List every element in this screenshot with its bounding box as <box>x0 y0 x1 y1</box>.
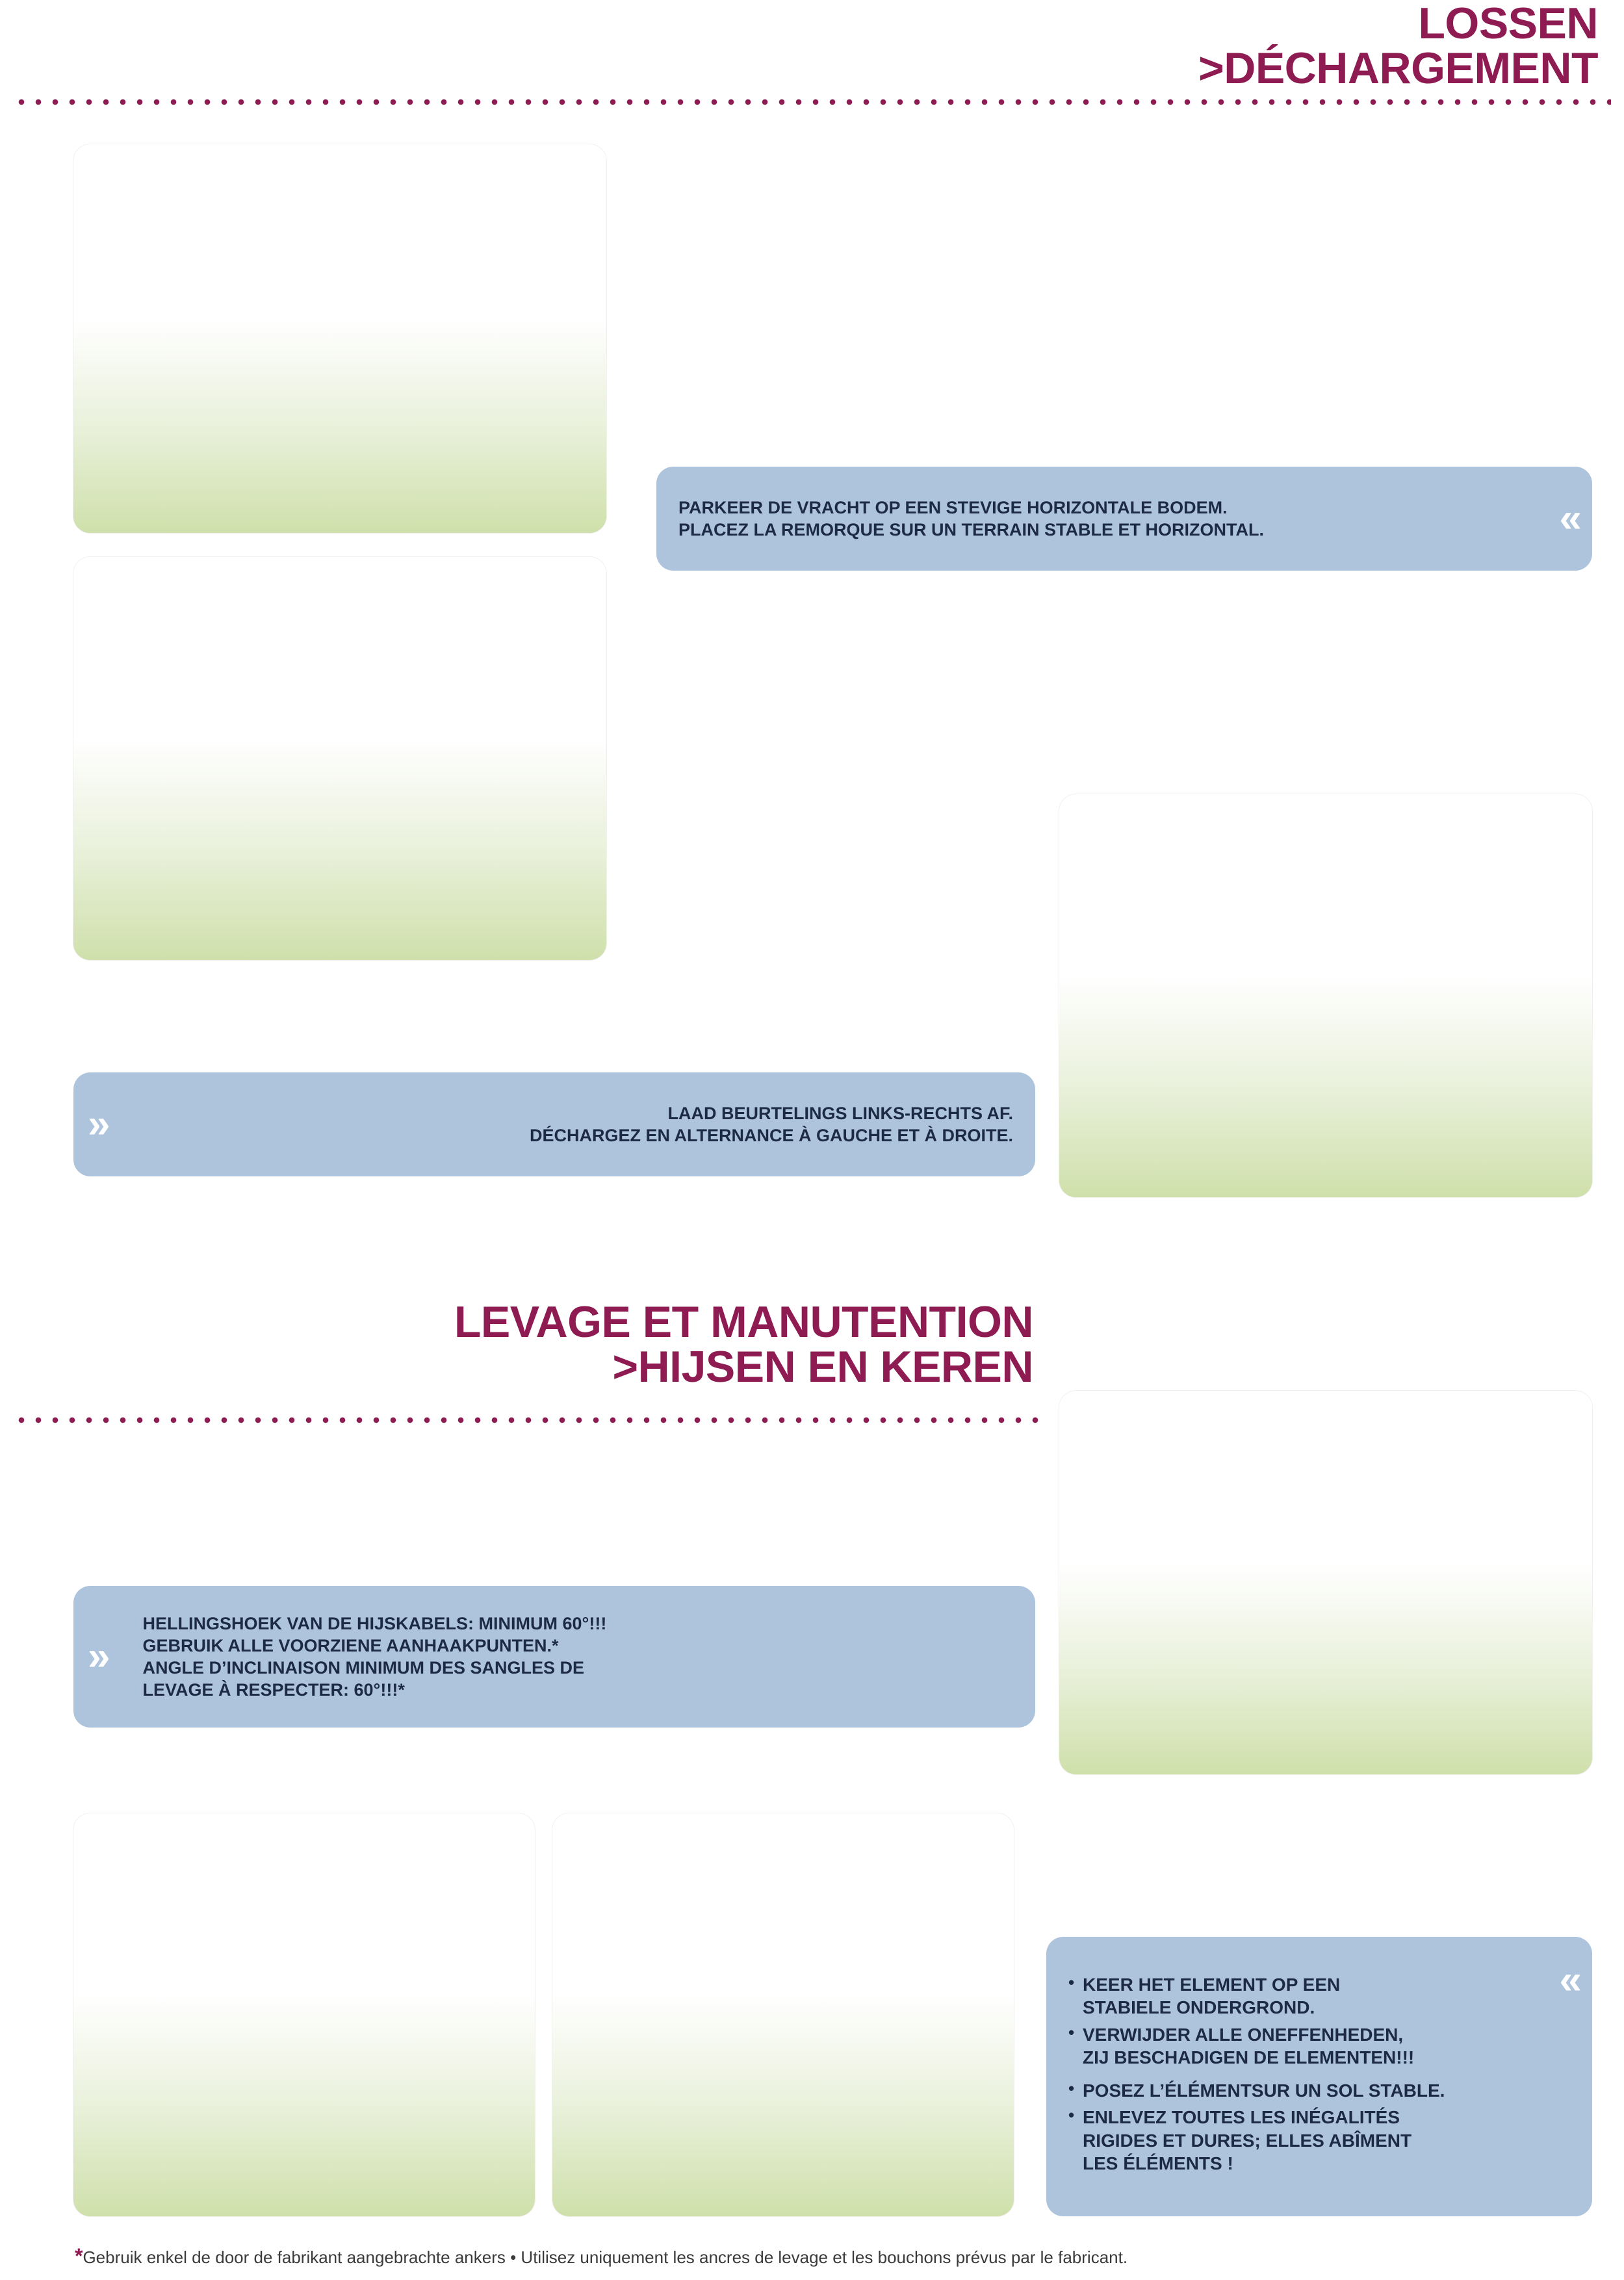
callout-angle-line3: ANGLE D’INCLINAISON MINIMUM DES SANGLES DE <box>142 1658 585 1678</box>
section-title-unloading <box>1198 1 1598 92</box>
chevron-right-icon: » <box>88 1102 107 1146</box>
callout-park-line1: PARKEER DE VRACHT OP EEN STEVIGE HORIZONTALE BODEM. <box>678 497 1228 517</box>
figure-unload-order <box>1059 794 1592 1197</box>
callout-angle-line1: HELLINGSHOEK VAN DE HIJSKABELS: MINIMUM 60°!!! <box>142 1613 607 1633</box>
turning-bullet-1-line1: KEER HET ELEMENT OP EEN <box>1083 1975 1341 1995</box>
figure-lifting-angles <box>1059 1391 1592 1774</box>
callout-angle-line4: LEVAGE À RESPECTER: 60°!!!* <box>142 1680 405 1700</box>
turning-bullet-1-line2: STABIELE ONDERGROND. <box>1083 1997 1315 2018</box>
section-title-lifting-nl: >HIJSEN EN KEREN <box>612 1342 1033 1392</box>
callout-alternate-text <box>120 1102 1035 1146</box>
figure-background <box>1059 794 1592 1197</box>
turning-bullet-2 <box>1068 2023 1523 2069</box>
turning-bullet-4 <box>1068 2106 1523 2175</box>
callout-park-line2: PLACEZ LA REMORQUE SUR UN TERRAIN STABLE ET HORIZONTAL. <box>678 520 1264 539</box>
turning-bullet-3-line1: POSEZ L’ÉLÉMENTSUR UN SOL STABLE. <box>1083 2080 1445 2101</box>
figure-background <box>552 1813 1014 2216</box>
turning-bullet-4-line2: RIGIDES ET DURES; ELLES ABÎMENT <box>1083 2130 1412 2151</box>
callout-sling-angle <box>73 1586 1035 1728</box>
figure-background <box>73 144 606 533</box>
chevron-left-icon: « <box>1559 496 1578 541</box>
callout-alternate-unloading <box>73 1072 1035 1176</box>
section-title-unloading-nl: LOSSEN <box>1418 0 1598 48</box>
footnote-text: Gebruik enkel de door de fabrikant aangebrachte ankers • Utilisez uniquement les ancres de levage et les bouchons prévus par le fabricant. <box>83 2248 1128 2267</box>
chevron-left-icon: « <box>1559 1958 1578 2002</box>
turning-bullet-2-line2: ZIJ BESCHADIGEN DE ELEMENTEN!!! <box>1083 2047 1415 2067</box>
figure-trailer-level <box>73 144 606 533</box>
figure-background <box>73 557 606 960</box>
callout-park-trailer <box>656 467 1592 571</box>
figure-background <box>73 1813 535 2216</box>
divider-dotted-top <box>13 99 1611 105</box>
callout-angle-line2: GEBRUIK ALLE VOORZIENE AANHAAKPUNTEN.* <box>142 1635 559 1655</box>
turning-bullet-3 <box>1068 2079 1523 2102</box>
callout-alternate-line2: DÉCHARGEZ EN ALTERNANCE À GAUCHE ET À DROITE. <box>529 1126 1013 1145</box>
figure-background <box>1059 1391 1592 1774</box>
turning-bullet-4-line3: LES ÉLÉMENTS ! <box>1083 2153 1233 2173</box>
footnote-star: * <box>75 2244 83 2268</box>
section-title-lifting <box>0 1297 1033 1392</box>
callout-sling-angle-text <box>120 1613 1035 1701</box>
callout-park-text <box>656 497 1545 541</box>
callout-turning-text <box>1046 1937 1545 2179</box>
footnote <box>75 2244 1128 2268</box>
callout-turning-instructions <box>1046 1937 1592 2216</box>
turning-bullet-4-line1: ENLEVEZ TOUTES LES INÉGALITÉS <box>1083 2107 1400 2128</box>
section-title-unloading-fr: >DÉCHARGEMENT <box>1198 44 1598 94</box>
divider-dotted-mid <box>13 1417 1040 1423</box>
figure-trailer-slope <box>73 557 606 960</box>
figure-turn-tilt <box>552 1813 1014 2216</box>
turning-bullet-1 <box>1068 1973 1523 2019</box>
section-title-lifting-fr: LEVAGE ET MANUTENTION <box>454 1297 1033 1347</box>
turning-bullet-2-line1: VERWIJDER ALLE ONEFFENHEDEN, <box>1083 2024 1404 2045</box>
chevron-right-icon: » <box>88 1634 107 1679</box>
figure-turn-lower <box>73 1813 535 2216</box>
callout-alternate-line1: LAAD BEURTELINGS LINKS-RECHTS AF. <box>667 1103 1013 1123</box>
